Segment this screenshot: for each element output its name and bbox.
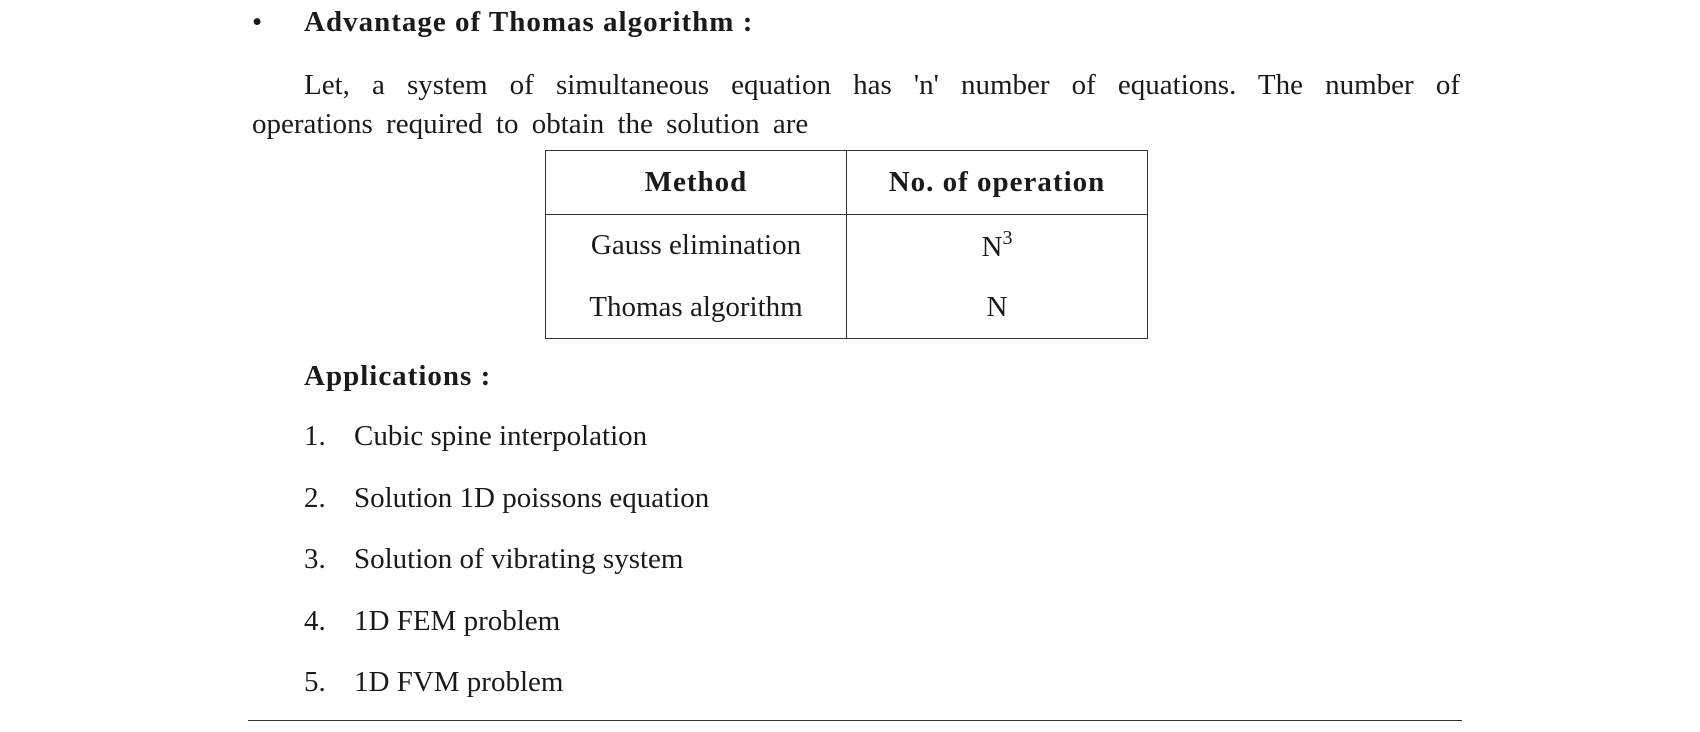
header-operations: No. of operation [847, 151, 1148, 215]
operations-cell [847, 276, 1148, 339]
list-item [304, 666, 709, 728]
list-item [304, 420, 709, 482]
list-text: 1D FVM problem [354, 666, 564, 698]
operations-table [545, 150, 1148, 339]
intro-paragraph: Let, a system of simultaneous equation has 'n' number of equations. The number of operations required to obtain the solution are [252, 69, 1460, 140]
list-number: 5. [304, 666, 326, 698]
method-cell: Gauss elimination [546, 215, 847, 277]
list-number: 3. [304, 543, 326, 575]
list-text: Solution of vibrating system [354, 543, 684, 575]
operations-base: N [981, 231, 1003, 263]
table-header-row [546, 151, 1148, 215]
list-number: 2. [304, 481, 326, 514]
operations-base: N [986, 290, 1008, 323]
header-method: Method [546, 151, 847, 215]
method-cell: Thomas algorithm [546, 276, 847, 339]
list-text: Solution 1D poissons equation [354, 481, 710, 514]
list-item [304, 482, 709, 544]
list-item [304, 543, 709, 605]
bottom-divider [248, 720, 1462, 721]
list-text: 1D FEM problem [354, 604, 561, 637]
applications-heading: Applications : [304, 360, 492, 392]
operations-cell [847, 215, 1148, 277]
section-heading [252, 6, 753, 39]
applications-list [304, 420, 709, 728]
bullet-icon: • [252, 6, 264, 38]
table-row [546, 215, 1148, 277]
operations-exponent: 3 [1002, 227, 1013, 249]
list-number: 4. [304, 604, 326, 637]
table-row [546, 276, 1148, 339]
list-item [304, 605, 709, 667]
list-number: 1. [304, 420, 326, 452]
list-text: Cubic spine interpolation [354, 420, 648, 452]
section-heading-text: Advantage of Thomas algorithm : [304, 6, 754, 38]
